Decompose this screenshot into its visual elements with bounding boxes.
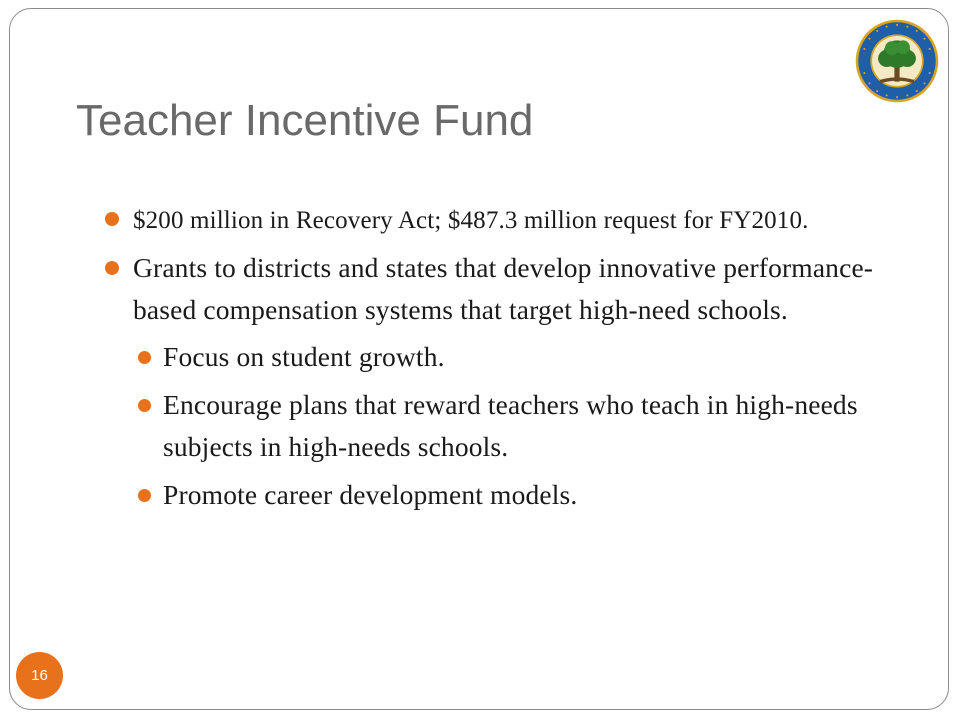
slide-title: Teacher Incentive Fund [76,96,534,145]
bullet-text: Grants to districts and states that develop innovative performance-based compensation systems that target high-need schools. [133,252,874,325]
bullet-text: $200 million in Recovery Act; $487.3 million request for FY2010. [133,207,809,234]
sub-bullet-item [135,474,885,516]
bullet-dot-icon [138,399,151,412]
sub-bullet-text: Encourage plans that reward teachers who teach in high-needs subjects in high-needs schools. [163,389,858,462]
bullet-item [105,247,885,331]
bullet-dot-icon [105,212,119,226]
bullet-dot-icon [138,351,151,364]
bullet-dot-icon [105,261,119,275]
sub-bullet-item [135,384,885,468]
sub-bullet-item [135,336,885,378]
sub-bullet-text: Focus on student growth. [163,341,445,372]
department-of-education-seal-icon [854,18,940,104]
bullet-item [105,198,885,242]
sub-bullet-text: Promote career development models. [163,479,578,510]
slide-number-badge: 16 [16,652,63,699]
bullet-dot-icon [138,489,151,502]
bullet-list [105,198,885,522]
